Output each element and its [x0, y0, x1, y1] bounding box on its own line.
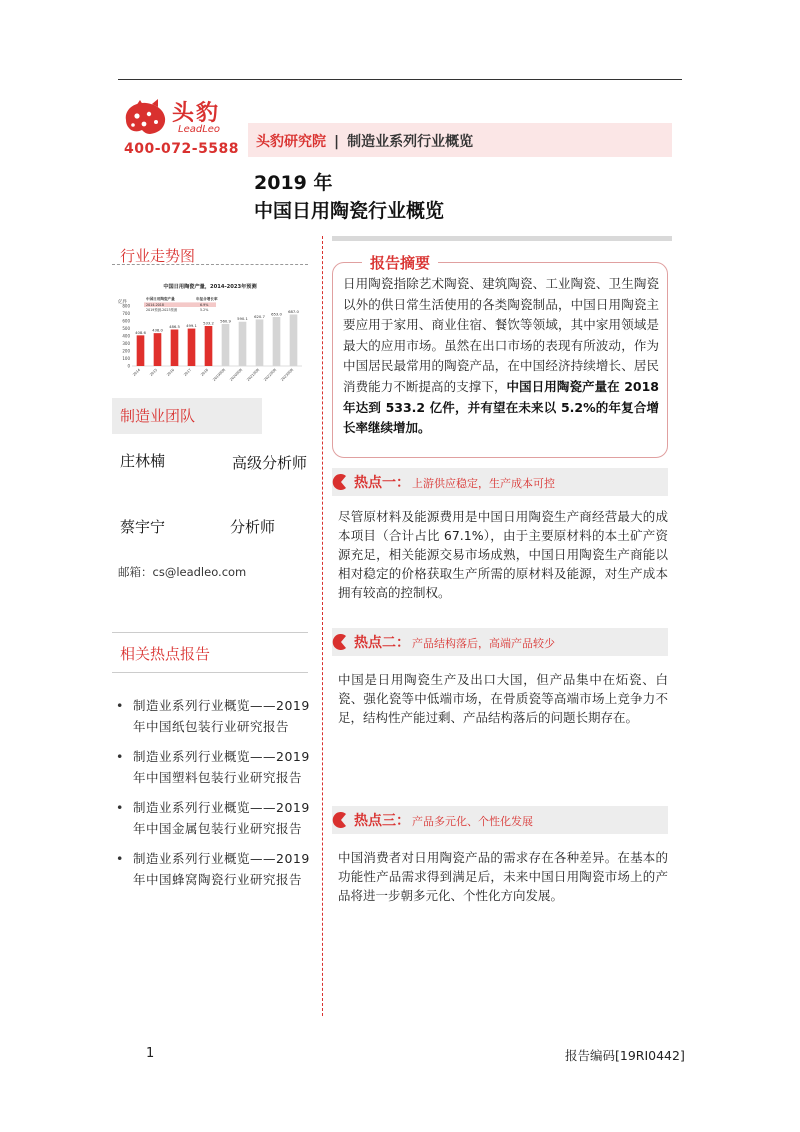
legend-period: 2019预测-2023预测	[146, 308, 178, 312]
hotspot-title: 热点三：	[354, 813, 410, 829]
bar	[171, 330, 179, 366]
hotspot-header	[332, 468, 668, 496]
abstract-label: 报告摘要	[362, 252, 438, 273]
x-tick-label: 2021预测	[246, 367, 261, 382]
related-heading: 相关热点报告	[120, 645, 211, 663]
header-brand: 头豹研究院	[256, 134, 326, 150]
chart-ylabel: 亿件	[118, 300, 127, 305]
pie-marker-icon	[332, 473, 348, 491]
abstract-top-bar	[332, 236, 672, 241]
x-tick-label: 2014	[132, 367, 142, 378]
abstract-highlight: 中国日用陶瓷产量在 2018 年达到 533.2 亿件，并有望在未来以 5.2%的年复合增长率继续增加。	[343, 378, 659, 436]
hotspot-subtitle: 产品结构落后，高端产品较少	[412, 637, 555, 650]
legend-period: 2014-2018	[146, 303, 164, 307]
team-member-name: 蔡宇宁	[120, 518, 166, 536]
bar	[222, 324, 230, 366]
divider	[112, 672, 308, 673]
y-tick-label: 700	[122, 311, 130, 316]
production-chart	[114, 278, 306, 384]
doc-title: 中国日用陶瓷行业概览	[254, 200, 445, 222]
y-tick-label: 100	[122, 356, 130, 361]
x-tick-label: 2020预测	[229, 367, 244, 382]
header-title	[256, 131, 473, 151]
phone-number: 400-072-5588	[124, 141, 240, 157]
x-tick-label: 2023预测	[280, 367, 295, 382]
bar-value-label: 687.0	[288, 308, 299, 314]
header-separator: |	[334, 134, 340, 150]
report-code: 报告编码[19RI0442]	[565, 1048, 685, 1063]
x-tick-label: 2018	[200, 367, 210, 378]
y-tick-label: 300	[122, 341, 130, 346]
legend-header: 年复合增长率	[196, 297, 218, 301]
x-tick-label: 2019预测	[212, 367, 227, 382]
bar-value-label: 408.6	[135, 329, 146, 335]
legend-cagr: 6.9%	[200, 303, 209, 307]
hotspot-text: 尽管原材料及能源费用是中国日用陶瓷生产商经营最大的成本项目（合计占比 67.1%），由于主要原材料的本土矿产资源充足，相关能源交易市场成熟，中国日用陶瓷生产商能以相对稳定的价格获取生产所需的原材料及能源，对生产成本拥有较高的控制权。	[338, 509, 668, 600]
bar	[290, 314, 298, 366]
team-member-role: 高级分析师	[232, 454, 308, 472]
page-number: 1	[146, 1046, 155, 1061]
bar-value-label: 590.1	[237, 316, 248, 322]
related-report-link[interactable]: • 制造业系列行业概览——2019 年中国蜂窝陶瓷行业研究报告	[114, 849, 314, 890]
bar	[256, 319, 264, 366]
pie-marker-icon	[332, 811, 348, 829]
y-tick-label: 600	[122, 318, 130, 324]
trend-heading: 行业走势图	[120, 247, 196, 265]
top-rule	[118, 79, 682, 80]
y-tick-label: 400	[122, 333, 130, 339]
team-heading: 制造业团队	[112, 398, 262, 434]
chart-title: 中国日用陶瓷产量，2014-2023年预测	[163, 284, 257, 290]
bar	[137, 335, 145, 366]
header-series: 制造业系列行业概览	[347, 134, 474, 150]
hotspot-text: 中国消费者对日用陶瓷产品的需求存在各种差异。在基本的功能性产品需求得到满足后，未来中国日用陶瓷市场上的产品将进一步朝多元化、个性化方向发展。	[338, 850, 668, 903]
logo-en-text: LeadLeo	[178, 124, 221, 135]
x-tick-label: 2016	[166, 367, 176, 378]
related-report-list	[114, 696, 314, 900]
x-tick-label: 2015	[149, 367, 159, 378]
bar-value-label: 620.7	[254, 313, 265, 319]
team-member-name: 庄林楠	[120, 452, 166, 470]
bar	[273, 317, 281, 366]
bar	[188, 329, 196, 366]
related-report-link[interactable]: • 制造业系列行业概览——2019 年中国金属包装行业研究报告	[114, 798, 314, 839]
bar-value-label: 486.5	[169, 324, 180, 330]
abstract-text: 日用陶瓷指除艺术陶瓷、建筑陶瓷、工业陶瓷、卫生陶瓷以外的供日常生活使用的各类陶瓷制品，中国日用陶瓷主要应用于家用、商业住宿、餐饮等领域，其中家用领域是最大的应用市场。虽然在出口市场的表现有所波动，作为中国居民最常用的陶瓷产品，在中国经济持续增长、居民消费能力不断提高的支撑下，中国日用陶瓷产量在 2018 年达到 533.2 亿件，并有望在未来以 5.2%的年复合增长率继续增加。	[343, 276, 659, 436]
bar-value-label: 653.0	[271, 311, 282, 317]
x-tick-label: 2017	[183, 367, 193, 378]
team-email[interactable]: 邮箱：cs@leadleo.com	[118, 565, 247, 579]
x-tick-label: 2022预测	[263, 367, 278, 382]
y-tick-label: 0	[127, 363, 130, 369]
logo-cn-text: 头豹	[172, 101, 221, 126]
bar-value-label: 499.1	[186, 323, 197, 329]
divider	[112, 632, 308, 633]
trend-rule	[112, 264, 308, 265]
y-tick-label: 800	[122, 303, 130, 309]
leadleo-logo	[122, 96, 232, 142]
y-tick-label: 500	[122, 326, 130, 331]
bar-value-label: 560.9	[220, 318, 231, 324]
related-report-link[interactable]: • 制造业系列行业概览——2019 年中国塑料包装行业研究报告	[114, 747, 314, 788]
hotspot-title: 热点二：	[354, 635, 410, 651]
leopard-logo-icon	[122, 98, 168, 138]
related-report-link[interactable]: • 制造业系列行业概览——2019 年中国纸包装行业研究报告	[114, 696, 314, 737]
hotspot-header	[332, 806, 668, 834]
pie-marker-icon	[332, 633, 348, 651]
legend-header: 中国日用陶瓷产量	[146, 297, 175, 301]
column-divider	[322, 236, 323, 1016]
bar	[154, 333, 162, 366]
team-member-role: 分析师	[230, 518, 276, 536]
doc-year: 2019 年	[254, 172, 333, 194]
bar-value-label: 533.2	[203, 320, 214, 326]
legend-cagr: 5.2%	[200, 308, 209, 312]
hotspot-title: 热点一：	[354, 475, 410, 491]
hotspot-header	[332, 628, 668, 656]
hotspot-text: 中国是日用陶瓷生产及出口大国，但产品集中在炻瓷、白瓷、强化瓷等中低端市场，在骨质瓷等高端市场上竞争力不足，结构性产能过剩、产品结构落后的问题长期存在。	[338, 672, 668, 725]
bar	[239, 322, 247, 366]
hotspot-subtitle: 上游供应稳定，生产成本可控	[412, 477, 555, 490]
hotspot-subtitle: 产品多元化、个性化发展	[412, 815, 533, 828]
bar	[205, 326, 213, 366]
bar-value-label: 438.0	[152, 327, 163, 333]
y-tick-label: 200	[122, 348, 130, 354]
